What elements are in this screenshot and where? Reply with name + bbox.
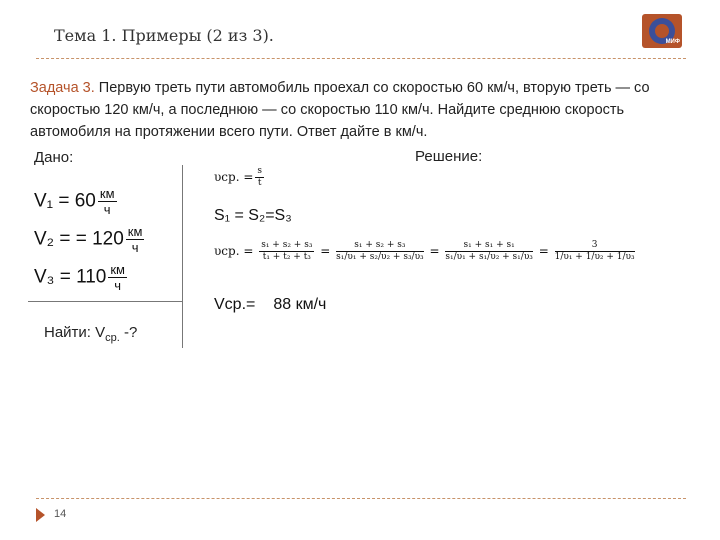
bottom-divider xyxy=(36,498,686,499)
vertical-divider xyxy=(182,165,183,348)
equal-distances: S₁ = S₂=S₃ xyxy=(214,207,292,224)
arrow-icon xyxy=(36,508,45,522)
slide-title: Тема 1. Примеры (2 из 3). xyxy=(54,26,274,45)
answer-value: 88 км/ч xyxy=(273,296,327,313)
formula-average-speed: υср. = $\frac{s}{t}$ xyxy=(214,166,263,188)
top-divider xyxy=(36,58,686,59)
given-v2: V₂ = = 120 $\frac{км}{ч}$ xyxy=(34,224,143,255)
given-v3: V₃ = 110 $\frac{км}{ч}$ xyxy=(34,262,125,293)
task-text xyxy=(30,77,690,143)
page-number: 14 xyxy=(54,508,67,520)
given-label: Дано: xyxy=(34,149,74,166)
find-line: Найти: $V_{ср.}$ -? xyxy=(44,324,138,344)
given-underline xyxy=(28,301,182,302)
task-body: Первую треть пути автомобиль проехал со скоростью 60 км/ч, вторую треть — со скоростью 120 км/ч, а последнюю — со скоростью 110 км/ч. Найдите среднюю скорость автомобиля на протяжении всего пути. Ответ дайте в км/ч. xyxy=(30,80,650,140)
solution-label: Решение: xyxy=(415,148,483,165)
answer-line: Vср.= 88 км/ч xyxy=(214,296,327,313)
given-v1: V₁ = 60 $\frac{км}{ч}$ xyxy=(34,186,115,217)
logo-icon: МИФ xyxy=(642,14,682,48)
formula-derivation: υср. = $\frac{\text{s₁ + s₂ + s₃}}{\text{t₁ + t₂ + t₃}}$ = $\frac{\text{s₁ + s₂ + s₃}}{\text{s₁/υ₁ + s₂/υ₂ + s₃/υ₃}}$ = $\frac{\text{s₁ + s₁ + s₁}}{\text{s₁/υ₁ + s₁/υ₂ + s₁/υ₃}}$ = $\frac{3}{\text{1/υ₁ + 1/υ₂ + 1/υ₃}}$ xyxy=(214,240,635,262)
task-label: Задача 3. xyxy=(30,80,95,96)
